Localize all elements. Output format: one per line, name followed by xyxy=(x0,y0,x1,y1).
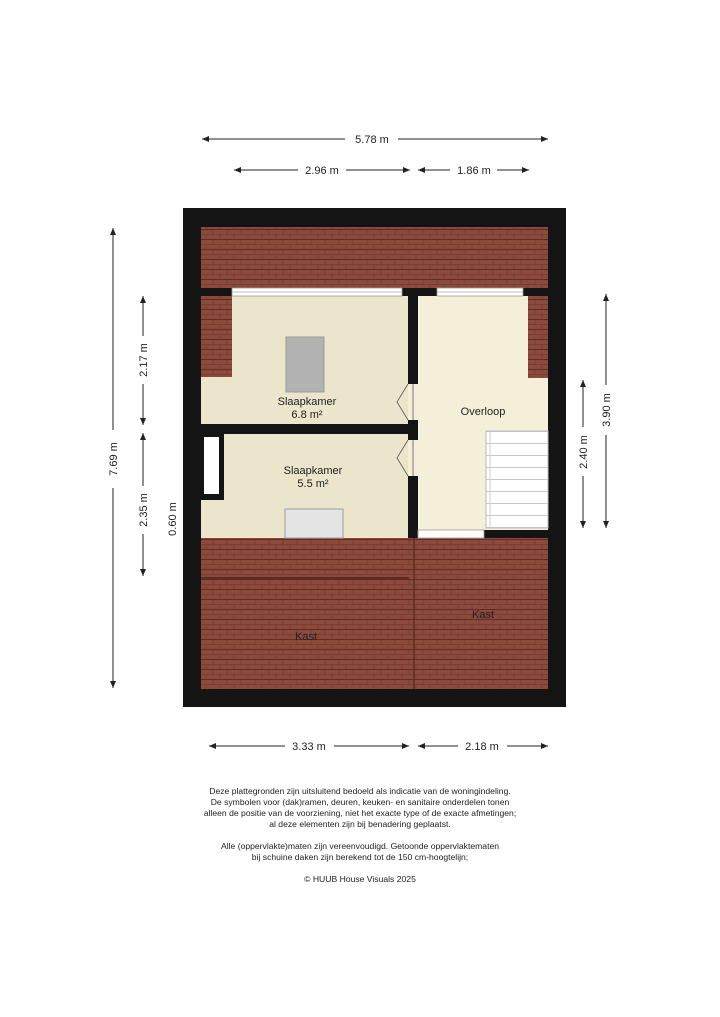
dimension-label: 0.60 m xyxy=(167,502,179,536)
disclaimer-area-note xyxy=(160,841,560,863)
dimension-bottom-right-width xyxy=(418,741,548,753)
dimension-label: 3.33 m xyxy=(292,741,326,753)
dimension-top-left-width xyxy=(234,165,410,177)
disclaimer-block xyxy=(160,786,560,830)
dimension-landing-depth xyxy=(578,380,590,528)
dimension-right-depth xyxy=(601,294,613,528)
room-name-bedroom-1: Slaapkamer xyxy=(277,396,337,408)
room-area-bedroom-1: 6.8 m² xyxy=(291,409,323,421)
dimension-bottom-left-width xyxy=(209,741,409,753)
dimension-label: 7.69 m xyxy=(108,442,120,476)
room-name-landing: Overloop xyxy=(460,406,506,418)
roof-slope-bottom xyxy=(201,538,548,689)
dimension-label: 2.96 m xyxy=(305,165,339,177)
disclaimer-line: alleen de positie van de voorziening, niet het exacte type of de exacte afmetingen; xyxy=(203,808,517,818)
interior-wall-middle xyxy=(201,424,418,434)
window-landing-bottom xyxy=(418,530,484,538)
dimension-top-right-width xyxy=(418,165,529,177)
dimension-left-lower-depth xyxy=(138,433,150,576)
copyright-text: © HUUB House Visuals 2025 xyxy=(304,874,416,884)
roof-slope-left-upper xyxy=(201,288,232,377)
dimension-label: 5.78 m xyxy=(355,134,389,146)
staircase xyxy=(486,431,548,528)
disclaimer-line: Alle (oppervlakte)maten zijn vereenvoudigd. Getoonde oppervlaktematen xyxy=(220,841,500,851)
dimension-total-depth xyxy=(108,228,120,688)
copyright xyxy=(160,874,560,885)
disclaimer-line: bij schuine daken zijn berekend tot de 150 cm-hoogtelijn; xyxy=(251,852,469,862)
dimension-label: 3.90 m xyxy=(601,393,613,427)
dimension-label: 2.18 m xyxy=(465,741,499,753)
dimension-label: 2.40 m xyxy=(578,435,590,469)
dimension-label: 1.86 m xyxy=(457,165,491,177)
skylight-bedroom-1 xyxy=(286,337,324,392)
disclaimer-line: al deze elementen zijn bij benadering geplaatst. xyxy=(269,819,451,829)
disclaimer-line: De symbolen voor (dak)ramen, deuren, keuken- en sanitaire onderdelen tonen xyxy=(210,797,510,807)
room-name-bedroom-2: Slaapkamer xyxy=(283,465,343,477)
window-bedroom xyxy=(232,288,402,296)
room-name-storage-left: Kast xyxy=(294,631,318,643)
roof-slope-right-upper xyxy=(528,288,548,378)
dimension-label: 2.17 m xyxy=(138,343,150,377)
roof-slope-top xyxy=(201,227,548,288)
room-name-storage-right: Kast xyxy=(471,609,495,621)
room-area-bedroom-2: 5.5 m² xyxy=(297,478,329,490)
disclaimer-line: Deze plattegronden zijn uitsluitend bedoeld als indicatie van de woningindeling. xyxy=(209,786,511,796)
dimension-left-upper-depth xyxy=(138,296,150,425)
dimension-total-width xyxy=(202,134,548,146)
dimension-knee-height xyxy=(167,502,179,536)
niche-shelf xyxy=(204,437,219,494)
window-landing xyxy=(437,288,523,296)
skylight-bedroom-2 xyxy=(285,509,343,538)
dimension-label: 2.35 m xyxy=(138,493,150,527)
